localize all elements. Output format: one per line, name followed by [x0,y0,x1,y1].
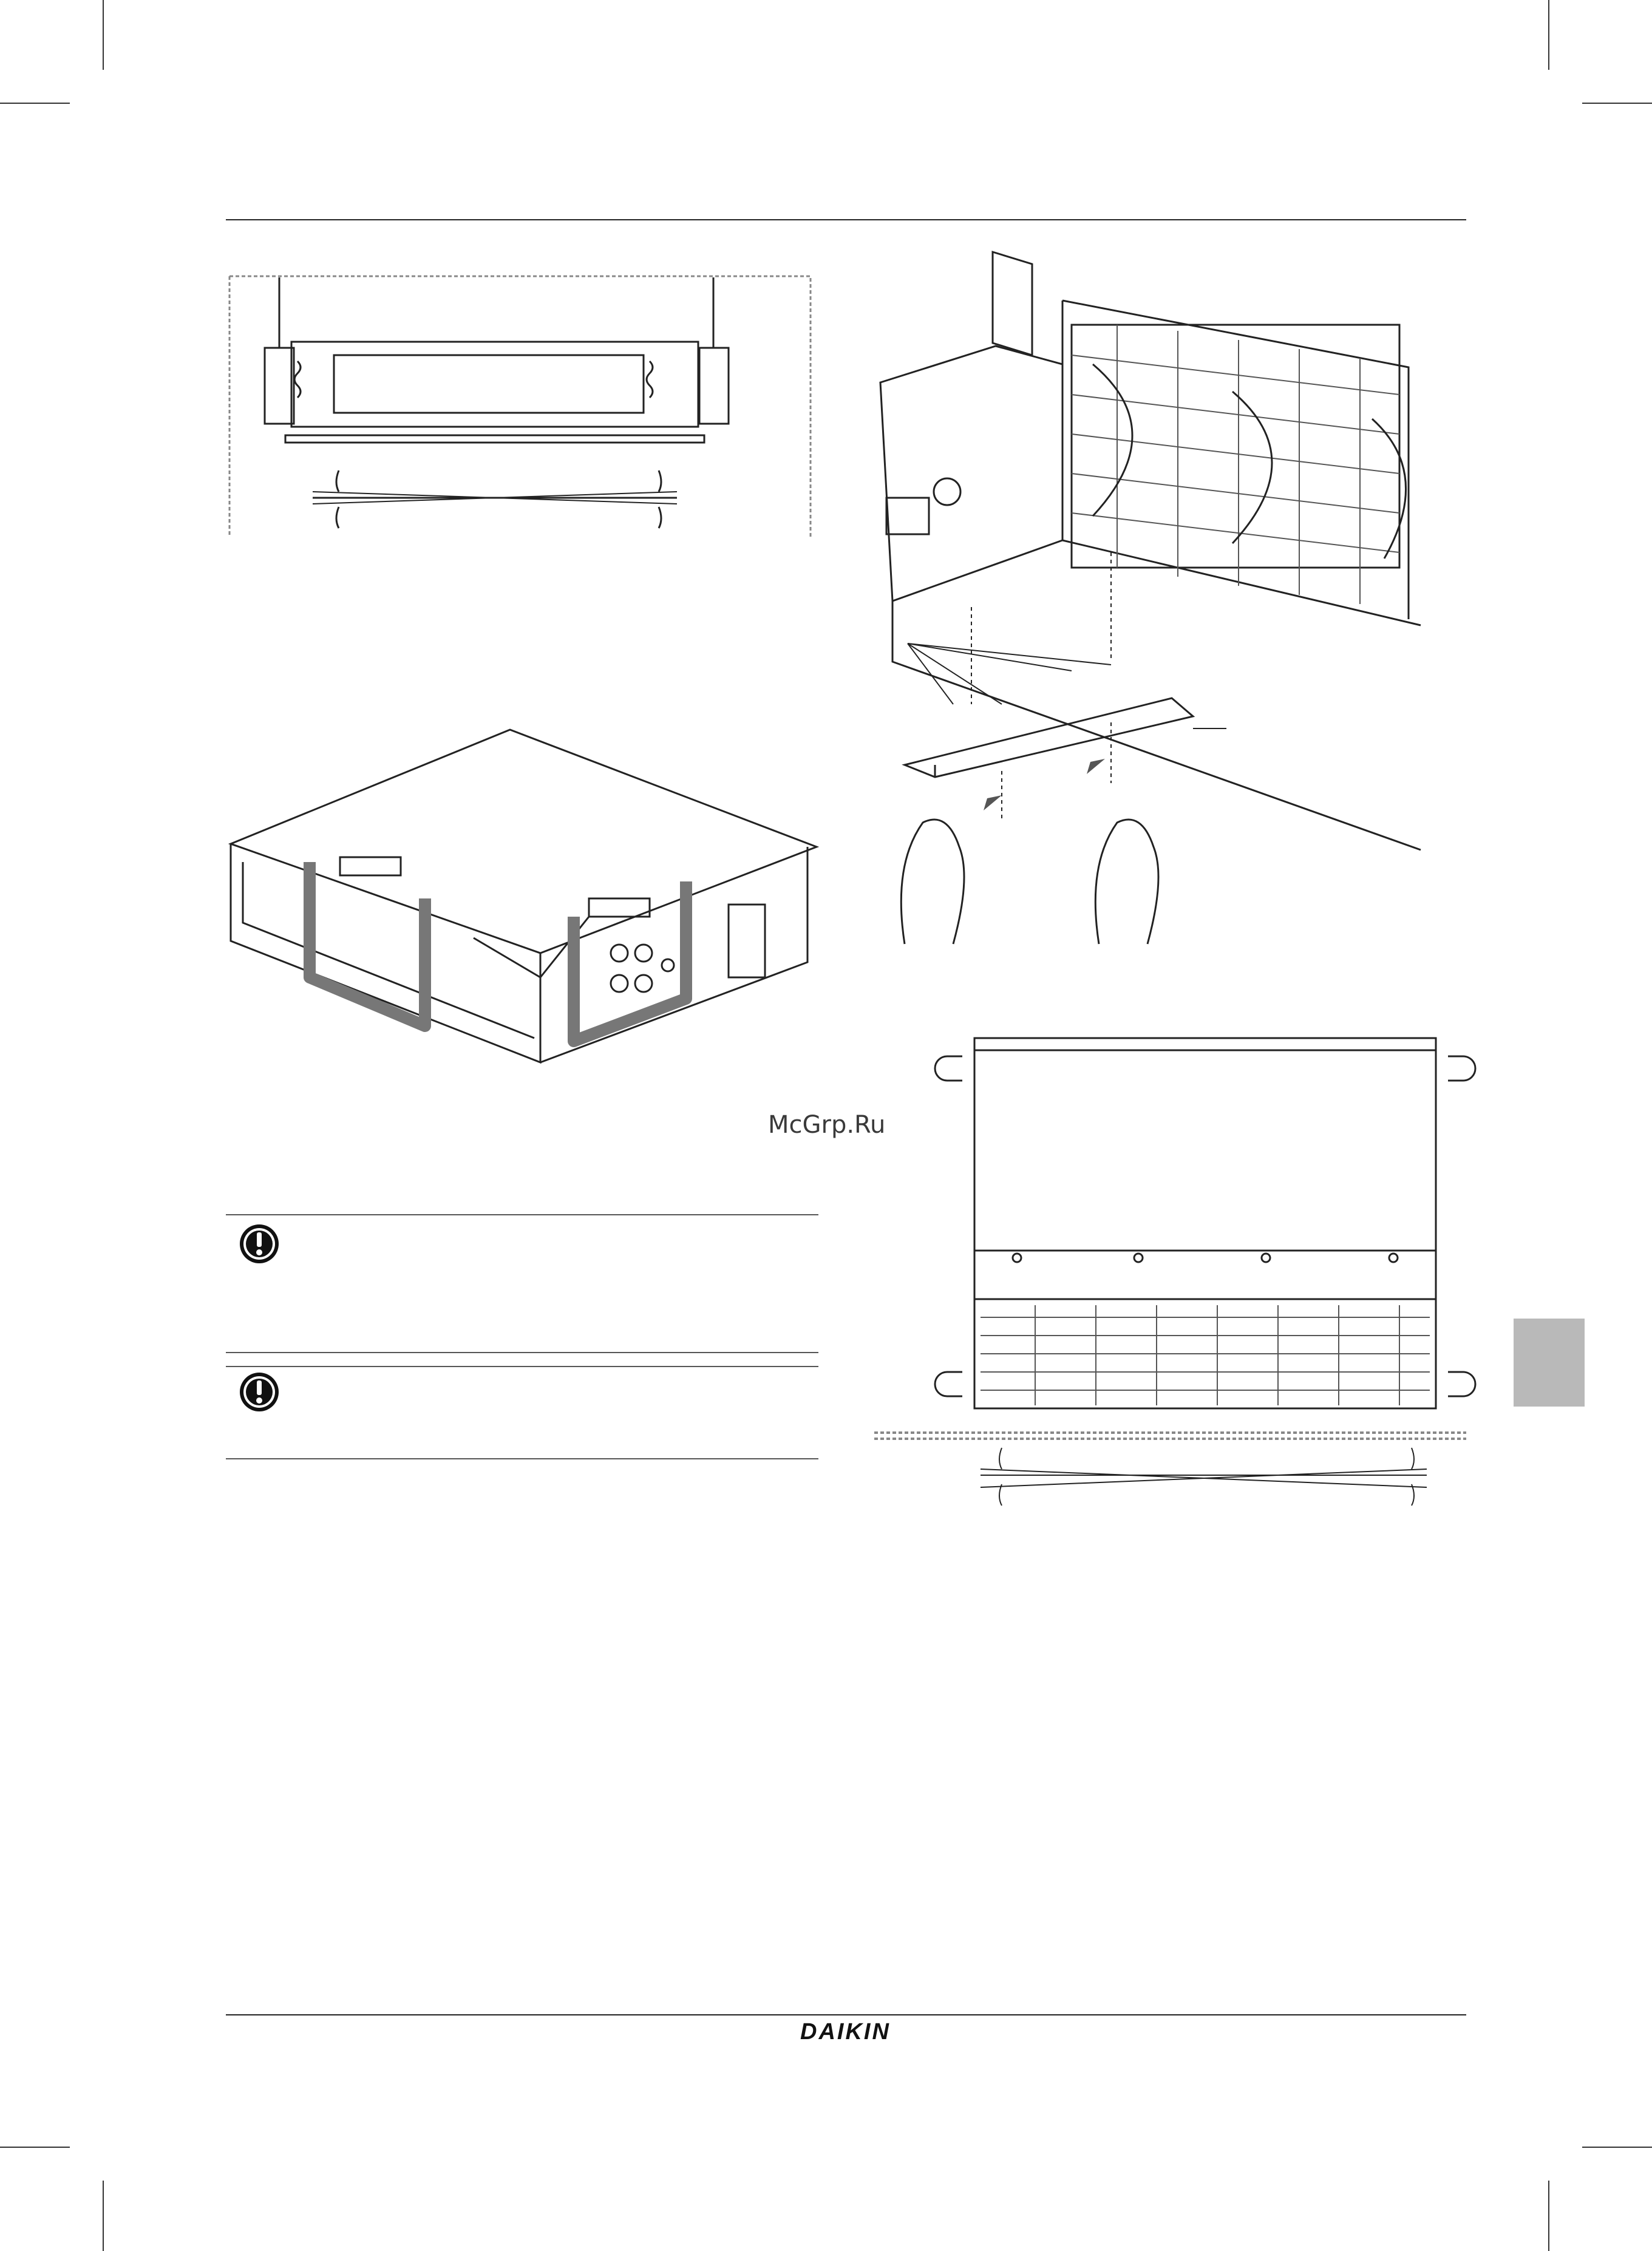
footer-rule [226,2014,1466,2015]
unit-front-level-check-drawing [871,1032,1469,1530]
ceiling-mounted-unit-level-drawing [225,270,817,543]
transport-bracket-removal-drawing [862,237,1427,947]
daikin-logo: DAIKIN [800,2019,891,2045]
exclamation-icon [238,1371,280,1413]
watermark: McGrp.Ru [768,1111,886,1139]
unit-with-lifting-straps-drawing [225,722,817,1078]
exclamation-icon [238,1223,280,1265]
header-rule [226,219,1466,220]
chapter-side-tab [1514,1319,1585,1407]
